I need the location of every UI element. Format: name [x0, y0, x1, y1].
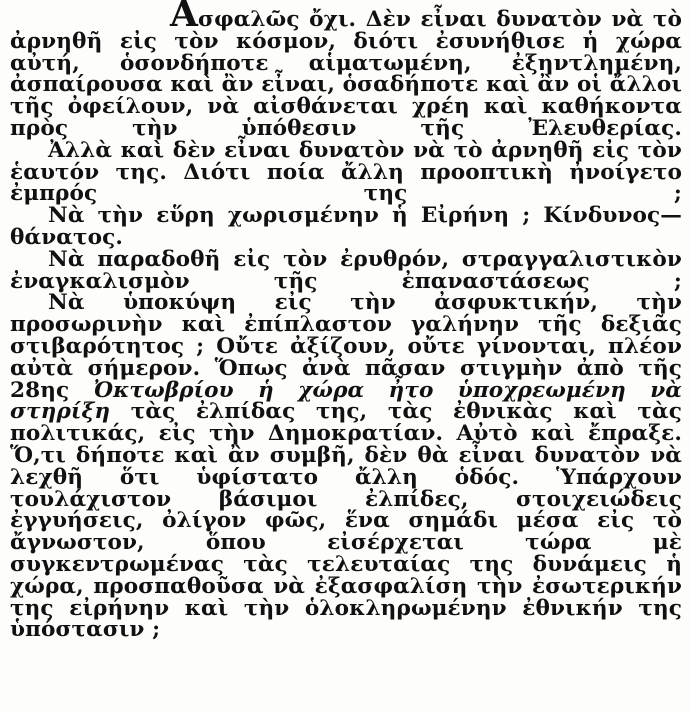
- paragraph-4: Νὰ παραδοθῆ εἰς τὸν ἐρυθρόν, στραγγαλιστικὸν ἐναγκαλισμὸν τῆς ἐπαναστάσεως ;: [10, 246, 682, 294]
- paragraph-2: Ἀλλὰ καὶ δὲν εἶναι δυνατὸν νὰ τὸ ἀρνηθῆ εἰς τὸν ἑαυτόν της. Διότι ποία ἄλλη προοπτικὴ ἠνοίγετο ἐμπρός της ;: [10, 137, 682, 207]
- paragraph-1-text: σφαλῶς ὄχι. Δὲν εἶναι δυνατὸν νὰ τὸ ἀρνηθῆ εἰς τὸν κόσμον, διότι ἐσυνήθισε ἡ χώρα αὐτή, ὁσονδήποτε αἱματωμένη, ἐξηντλημένη, ἀσπαίρουσα καὶ ἂν εἶναι, ὁσαδήποτε καὶ ἂν οἱ ἄλλοι τῆς ὀφείλουν, νὰ αἰσθάνεται χρέη καὶ καθήκοντα πρὸς τὴν ὑπόθεσιν τῆς Ἐλευθερίας.: [10, 7, 682, 141]
- paragraph-3: Νὰ τὴν εὕρη χωρισμένην ἡ Εἰρήνη ; Κίνδυνος—θάνατος.: [10, 203, 682, 250]
- paragraph-5-text-a: Νὰ ὑποκύψη εἰς τὴν ἀσφυκτικήν, τὴν προσωρινὴν καὶ ἐπίπλαστον γαλήνην τῆς δεξιᾶς στιβαρότητος ; Οὔτε ἀξίζουν, οὔτε γίνονται, πλέον αὐτὰ σήμερον. Ὅπως ἀνὰ πᾶσαν στιγμὴν ἀπὸ τῆς 28ης: [10, 290, 682, 403]
- paragraph-5-text-b: τὰς ἐλπίδας της, τὰς ἐθνικὰς καὶ τὰς πολιτικάς, εἰς τὴν Δημοκρατίαν. Αὐτὸ καὶ ἔπραξε. Ὅ,τι δήποτε καὶ ἂν συμβῆ, δὲν θὰ εἶναι δυνατὸν νὰ λεχθῆ ὅτι ὑφίστατο ἄλλη ὁδός. Ὑπάρχουν τουλάχιστον βάσιμοι ἐλπίδες, στοιχειώδεις ἐγγυήσεις, ὀλίγον φῶς, ἕνα σημάδι μέσα εἰς τὸ ἄγνωστον, ὅπου εἰσέρχεται τώρα μὲ συγκεντρωμένας τὰς τελευταίας της δυνάμεις ἡ χώρα, προσπαθοῦσα νὰ ἐξασφαλίση τὴν ἐσωτερικήν της εἰρήνην καὶ τὴν ὁλοκληρωμένην ἐθνικήν της ὑπόστασιν ;: [10, 399, 682, 643]
- paragraph-5: [10, 292, 682, 641]
- paragraph-5-italic: Ὀκτωβρίου ἡ χώρα ἦτο ὑποχρεωμένη νὰ στηρίξη: [10, 377, 682, 425]
- drop-capital: Α: [170, 0, 199, 35]
- paragraph-1: [10, 0, 682, 141]
